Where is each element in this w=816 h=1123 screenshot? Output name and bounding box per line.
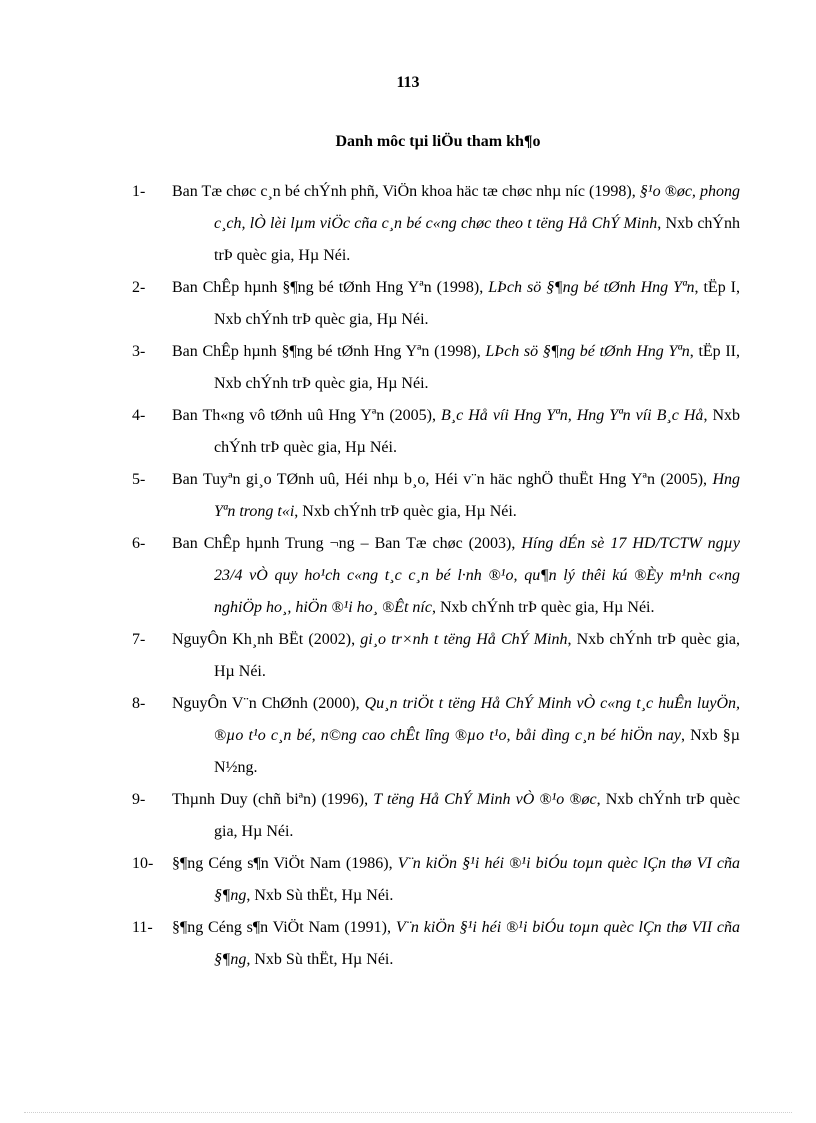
reference-title: gi¸o tr×nh t tëng Hå ChÝ Minh [360, 631, 568, 648]
reference-publisher: , tËp I, Nxb chÝnh trÞ quèc gia, Hµ Néi. [214, 279, 740, 328]
reference-item [132, 400, 740, 464]
reference-text [172, 407, 740, 456]
reference-item [132, 272, 740, 336]
reference-number: 8- [132, 695, 146, 712]
reference-item [132, 528, 740, 624]
reference-text [172, 343, 740, 392]
reference-item [132, 336, 740, 400]
reference-text [172, 791, 740, 840]
reference-author: Thµnh Duy (chñ biªn) (1996), [172, 791, 374, 808]
footer-rule [24, 1112, 792, 1113]
reference-title: V¨n kiÖn §¹i héi ®¹i biÓu toµn quèc lÇn thø VII cña §¶ng, [214, 919, 740, 968]
reference-author: Ban ChÊp hµnh §¶ng bé tØnh Hng Yªn (1998), [172, 279, 489, 296]
reference-publisher: , Nxb Sù thËt, Hµ Néi. [246, 887, 394, 904]
reference-author: §¶ng Céng s¶n ViÖt Nam (1986), [172, 855, 398, 872]
reference-text [172, 279, 740, 328]
reference-text [172, 695, 740, 776]
reference-number: 3- [132, 343, 146, 360]
reference-title: LÞch sö §¶ng bé tØnh Hng Yªn [488, 279, 695, 296]
page-title: Danh môc tµi liÖu tham kh¶o [335, 133, 541, 150]
reference-number: 7- [132, 631, 146, 648]
reference-publisher: , Nxb chÝnh trÞ quèc gia, Hµ Néi. [214, 215, 740, 264]
reference-title: LÞch sö §¶ng bé tØnh Hng Yªn [485, 343, 690, 360]
reference-author: Ban Tæ chøc c¸n bé chÝnh phñ, ViÖn khoa häc tæ chøc nhµ níc (1998), [172, 183, 640, 200]
reference-publisher: , Nxb chÝnh trÞ quèc gia, Hµ Néi. [214, 631, 740, 680]
reference-text [172, 535, 740, 616]
reference-publisher: Nxb Sù thËt, Hµ Néi. [250, 951, 394, 968]
reference-author: §¶ng Céng s¶n ViÖt Nam (1991), [172, 919, 396, 936]
reference-text [172, 631, 740, 680]
reference-number: 2- [132, 279, 146, 296]
reference-title: Qu¸n triÖt t tëng Hå ChÝ Minh vÒ c«ng t¸c huÊn luyÖn, ®µo t¹o c¸n bé, n©ng cao chÊt lîng ®µo t¹o, båi dìng c¸n bé hiÖn nay [214, 695, 740, 744]
page-number: 113 [396, 74, 420, 91]
reference-author: Ban ChÊp hµnh §¶ng bé tØnh Hng Yªn (1998), [172, 343, 486, 360]
reference-title: §¹o ®øc, phong c¸ch, lÒ lèi lµm viÖc cña c¸n bé c«ng chøc theo t tëng Hå ChÝ Minh [214, 183, 741, 232]
reference-number: 4- [132, 407, 146, 424]
reference-title: V¨n kiÖn §¹i héi ®¹i biÓu toµn quèc lÇn thø VI cña §¶ng [214, 855, 740, 904]
reference-author: Ban ChÊp hµnh Trung ¬ng – Ban Tæ chøc (2003), [172, 535, 522, 552]
reference-author: NguyÔn Kh¸nh BËt (2002), [172, 631, 361, 648]
reference-item [132, 912, 740, 976]
reference-publisher: , Nxb chÝnh trÞ quèc gia, Hµ Néi. [214, 407, 741, 456]
reference-author: NguyÔn V¨n ChØnh (2000), [172, 695, 365, 712]
reference-title: B¸c Hå víi Hng Yªn, Hng Yªn víi B¸c Hå [441, 407, 704, 424]
reference-text [172, 183, 740, 264]
reference-title: Híng dÉn sè 17 HD/TCTW ngµy 23/4 vÒ quy ho¹ch c«ng t¸c c¸n bé l·nh ®¹o, qu¶n lý thêi kú ®Èy m¹nh c«ng nghiÖp ho¸, hiÖn ®¹i ho¸ ®Êt níc [214, 535, 740, 616]
reference-number: 5- [132, 471, 146, 488]
reference-item [132, 848, 740, 912]
reference-item [132, 688, 740, 784]
reference-publisher: , tËp II, Nxb chÝnh trÞ quèc gia, Hµ Néi. [214, 343, 741, 392]
reference-text [172, 471, 740, 520]
reference-text [172, 919, 740, 968]
reference-item [132, 624, 740, 688]
reference-publisher: , Nxb chÝnh trÞ quèc gia, Hµ Néi. [431, 599, 655, 616]
reference-item [132, 176, 740, 272]
reference-item [132, 784, 740, 848]
reference-title: Hng Yªn trong t«i [214, 471, 740, 520]
reference-text [172, 855, 740, 904]
reference-publisher: , Nxb chÝnh trÞ quèc gia, Hµ Néi. [214, 791, 740, 840]
reference-number: 1- [132, 183, 146, 200]
reference-number: 9- [132, 791, 146, 808]
reference-number: 11- [132, 919, 153, 936]
reference-number: 10- [132, 855, 154, 872]
reference-title: T tëng Hå ChÝ Minh vÒ ®¹o ®øc [373, 791, 597, 808]
reference-publisher: , Nxb §µ N½ng. [214, 727, 740, 776]
reference-list [132, 176, 740, 976]
reference-number: 6- [132, 535, 146, 552]
reference-author: Ban Th«ng vô tØnh uû Hng Yªn (2005), [172, 407, 442, 424]
reference-author: Ban Tuyªn gi¸o TØnh uû, Héi nhµ b¸o, Héi v¨n häc nghÖ thuËt Hng Yªn (2005), [172, 471, 713, 488]
reference-item [132, 464, 740, 528]
reference-publisher: , Nxb chÝnh trÞ quèc gia, Hµ Néi. [294, 503, 517, 520]
